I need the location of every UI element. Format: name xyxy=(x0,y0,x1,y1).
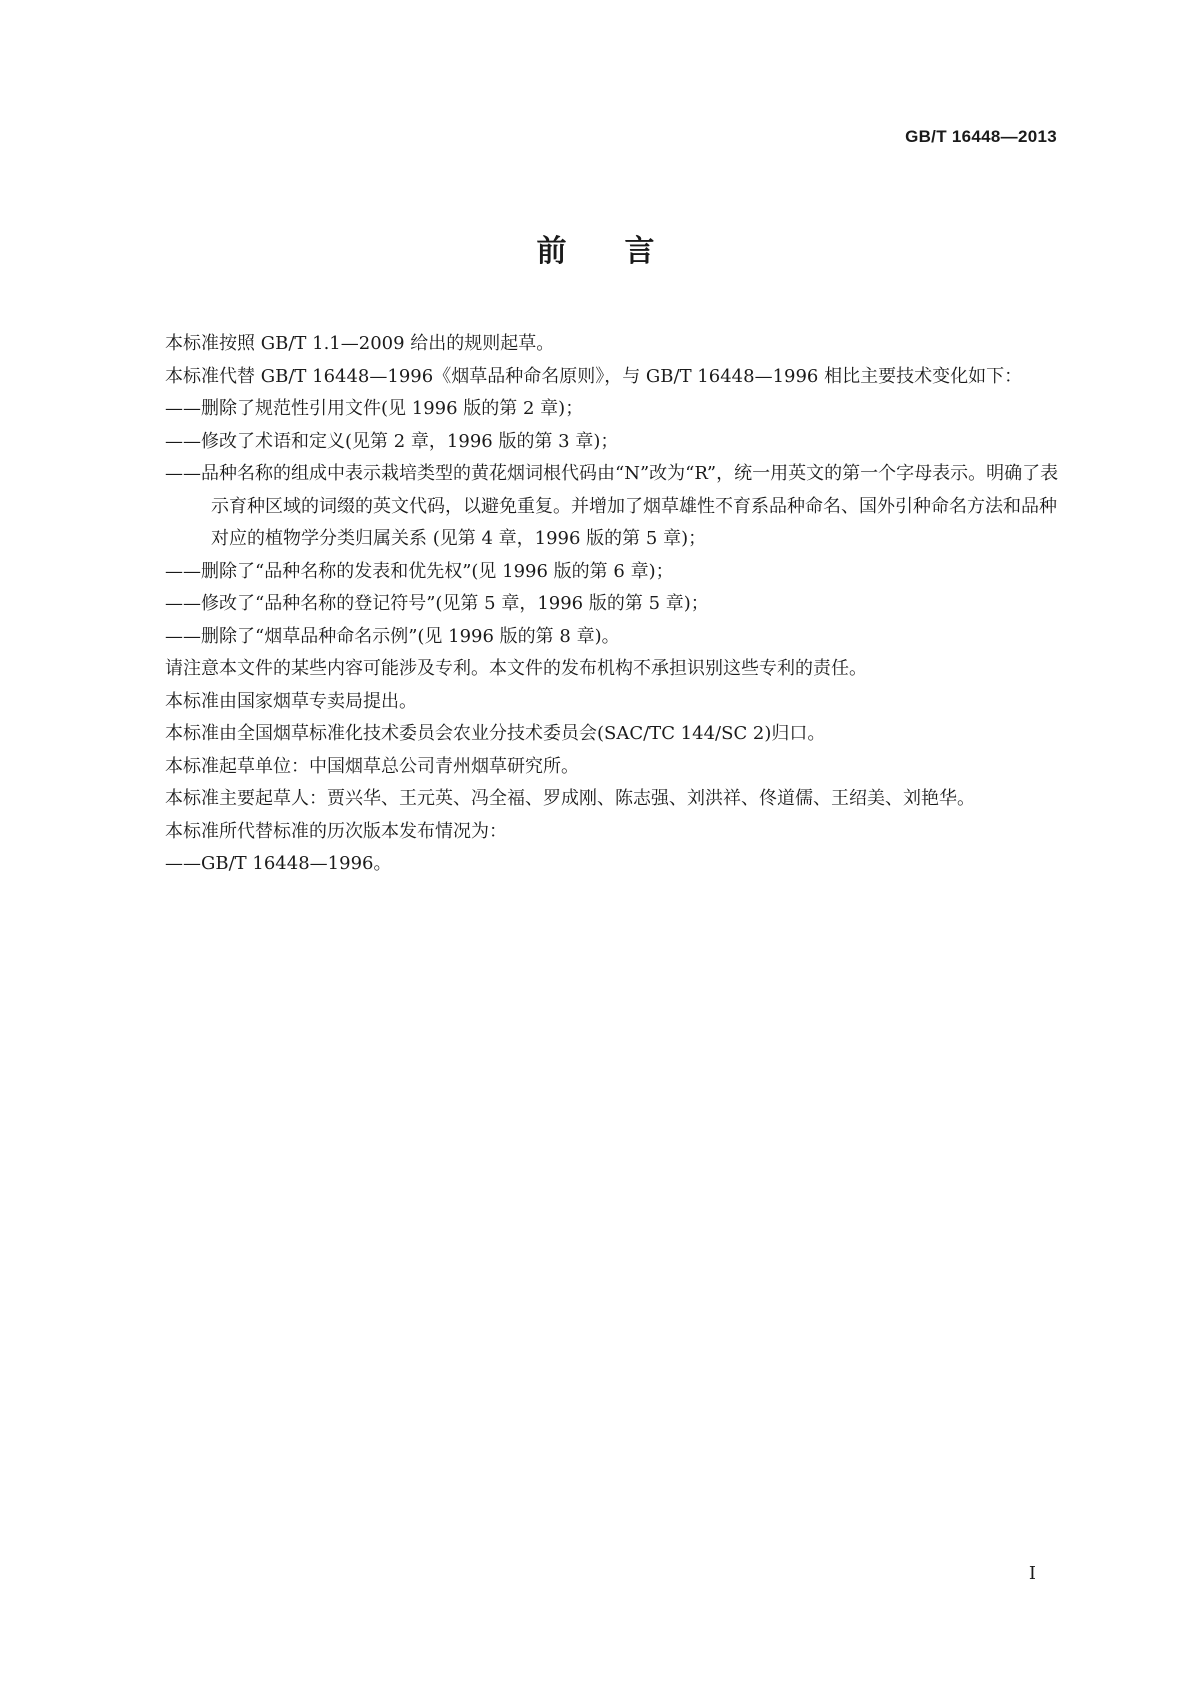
foreword-body xyxy=(128,328,1064,881)
changes-list xyxy=(128,393,1064,653)
paragraph-patent-notice: 请注意本文件的某些内容可能涉及专利。本文件的发布机构不承担识别这些专利的责任。 xyxy=(165,658,867,679)
page-number: I xyxy=(1028,1563,1036,1584)
page-title: 前言 xyxy=(536,234,713,269)
paragraph-committee: 本标准由全国烟草标准化技术委员会农业分技术委员会(SAC/TC 144/SC 2)归口。 xyxy=(165,723,826,744)
paragraph-drafting-unit: 本标准起草单位：中国烟草总公司青州烟草研究所。 xyxy=(165,755,579,777)
list-item: ——删除了“烟草品种命名示例”(见 1996 版的第 8 章)。 xyxy=(165,625,620,647)
list-item: ——删除了“品种名称的发表和优先权”(见 1996 版的第 6 章)； xyxy=(165,560,674,582)
list-item: ——修改了“品种名称的登记符号”(见第 5 章，1996 版的第 5 章)； xyxy=(165,593,709,614)
list-item: ——修改了术语和定义(见第 2 章，1996 版的第 3 章)； xyxy=(165,430,619,452)
paragraph-drafting-rules: 本标准按照 GB/T 1.1—2009 给出的规则起草。 xyxy=(165,333,555,354)
standard-code: GB/T 16448—2013 xyxy=(905,127,1057,146)
paragraph-replacement: 本标准代替 GB/T 16448—1996《烟草品种命名原则》，与 GB/T 16448—1996 相比主要技术变化如下： xyxy=(165,365,1023,387)
paragraph-history-intro: 本标准所代替标准的历次版本发布情况为： xyxy=(165,820,507,842)
list-item: ——GB/T 16448—1996。 xyxy=(165,853,392,874)
history-list xyxy=(128,848,1064,881)
paragraph-drafters: 本标准主要起草人：贾兴华、王元英、冯全福、罗成刚、陈志强、刘洪祥、佟道儒、王绍美、刘艳华。 xyxy=(165,788,975,809)
list-item: ——品种名称的组成中表示栽培类型的黄花烟词根代码由“N”改为“R”，统一用英文的第一个字母表示。明确了表示育种区域的词缀的英文代码，以避免重复。并增加了烟草雄性不育系品种命名、国外引种命名方法和品种对应的植物学分类归属关系 (见第 4 章，1996 版的第 5 章)； xyxy=(165,463,1059,549)
list-item: ——删除了规范性引用文件(见 1996 版的第 2 章)； xyxy=(165,398,584,419)
paragraph-proposer: 本标准由国家烟草专卖局提出。 xyxy=(165,690,417,712)
